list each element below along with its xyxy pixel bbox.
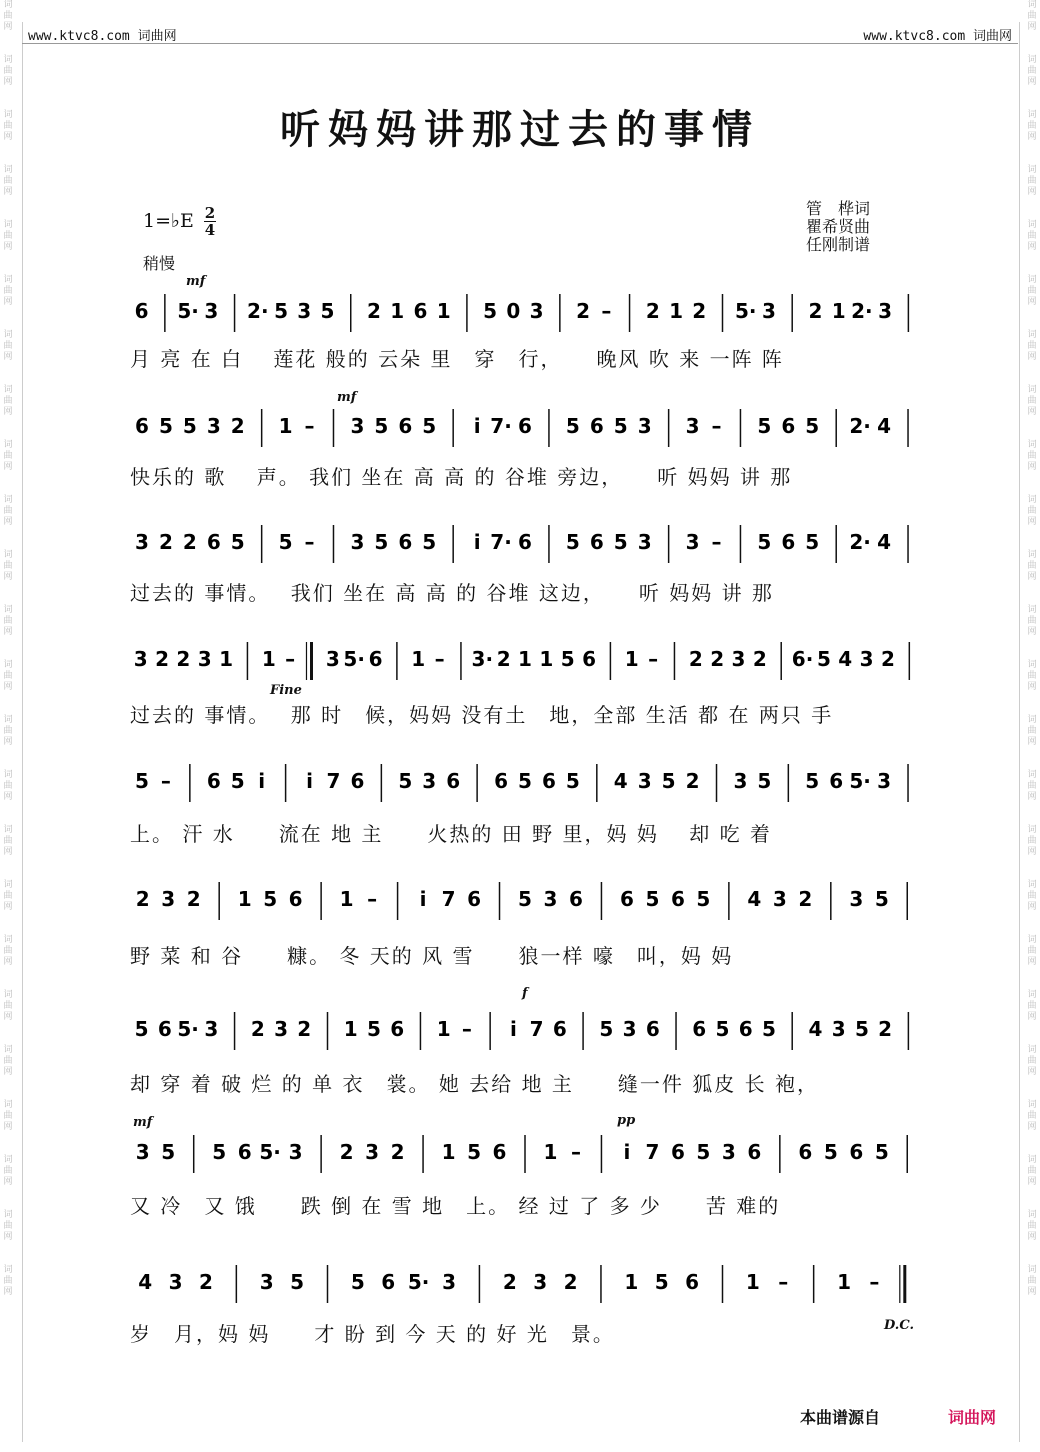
lyric-line: 上。 汗 水 流在 地 主 火热的 田 野 里，妈 妈 却 吃 着	[130, 822, 772, 846]
note: 6	[157, 1017, 172, 1041]
notation-line	[130, 523, 920, 571]
notation-line	[130, 762, 920, 810]
note: 3	[685, 414, 700, 438]
note: 5	[762, 1017, 776, 1041]
note: 5	[715, 1017, 730, 1041]
note: 6	[670, 1140, 685, 1164]
note: –	[160, 769, 171, 793]
note: 2·	[849, 530, 871, 554]
note: –	[778, 1270, 789, 1294]
note: 5	[757, 769, 772, 793]
note: 2	[199, 1270, 213, 1294]
note: 3	[637, 530, 652, 554]
note: 5	[696, 1140, 711, 1164]
note: 3	[274, 1017, 288, 1041]
note: 2	[155, 647, 169, 671]
note: 4	[808, 1017, 823, 1041]
note: 2	[176, 647, 191, 671]
note: 5	[560, 647, 575, 671]
note: 5	[645, 887, 660, 911]
note: 2·	[849, 414, 871, 438]
note: 1	[837, 1270, 851, 1294]
note: 6	[135, 414, 149, 438]
dynamic-mf-3: mf	[133, 1115, 153, 1130]
note: 5	[757, 414, 772, 438]
note: 6	[781, 414, 796, 438]
notation-line	[130, 880, 920, 928]
note: 2	[297, 1017, 312, 1041]
header-right[interactable]: www.ktvc8.com 词曲网	[863, 29, 1012, 44]
note: 7·	[490, 530, 512, 554]
note: 3	[637, 414, 652, 438]
credit-transcriber: 任刚制谱	[806, 235, 871, 254]
note: 3	[637, 769, 652, 793]
note: –	[434, 647, 445, 671]
note: 1	[390, 299, 405, 323]
note: 6	[381, 1270, 396, 1294]
note: 5	[134, 1017, 149, 1041]
note: 3	[135, 1140, 150, 1164]
note: 6	[237, 1140, 252, 1164]
note: 3	[772, 887, 787, 911]
note: 3	[204, 299, 219, 323]
note: 1	[436, 1017, 451, 1041]
note: 3·	[471, 647, 494, 671]
note: 1	[237, 887, 252, 911]
dc-marking: D.C.	[884, 1318, 914, 1333]
note: 6	[849, 1140, 864, 1164]
note: 5	[350, 1270, 365, 1294]
note: 5	[374, 530, 389, 554]
note: –	[711, 530, 722, 554]
note: 6	[619, 887, 634, 911]
note: –	[304, 414, 315, 438]
note: i	[623, 1140, 631, 1164]
note: 4	[138, 1270, 153, 1294]
note: 3	[731, 647, 746, 671]
credit-lyricist: 管 桦词	[806, 199, 871, 218]
note: 5	[135, 769, 149, 793]
note: 5·	[407, 1270, 430, 1294]
note: 5	[874, 887, 889, 911]
note: 3	[325, 647, 340, 671]
dynamic-mf-1: mf	[186, 274, 206, 289]
note: 6	[518, 530, 532, 554]
note: 2	[496, 647, 511, 671]
note: 5	[467, 1140, 481, 1164]
note: 5	[398, 769, 413, 793]
note: 6	[685, 1270, 700, 1294]
note: –	[285, 647, 296, 671]
note: 5	[696, 887, 711, 911]
note: 5	[874, 1140, 889, 1164]
note: 2·	[851, 299, 873, 323]
note: 5	[422, 414, 437, 438]
note: i	[306, 769, 313, 793]
note: 5	[654, 1270, 669, 1294]
time-signature	[204, 206, 216, 237]
note: 3	[422, 769, 437, 793]
note: 3	[762, 299, 776, 323]
note: 1	[278, 414, 293, 438]
note: 6	[134, 299, 149, 323]
note: 2	[367, 299, 381, 323]
note: 1	[441, 1140, 456, 1164]
lyric-line: 岁 月，妈 妈 才 盼 到 今 天 的 好 光 景。	[130, 1322, 615, 1346]
note: 2	[186, 887, 201, 911]
notation-svg	[130, 640, 920, 688]
note: 7	[441, 887, 456, 911]
note: 6·	[791, 647, 814, 671]
side-watermark-left: 词 曲 网 词 曲 网 词 曲 网 词 曲 网 词 曲 网 词 曲 网 词 曲 网 词 曲 网 词 曲 网 词 曲 网 词 曲 网 词 曲 网 词 曲 网 词 曲 网 词 曲 网 词 曲 网 词 曲 网 词 曲 网 词 曲 网 词 曲 网 词 曲 网 词 曲 网 词 曲 网 词 曲 网	[3, 0, 13, 1297]
note: 5	[805, 530, 820, 554]
note: i	[258, 769, 266, 793]
note: 6	[569, 887, 583, 911]
note: 1	[624, 647, 639, 671]
note: 3	[622, 1017, 637, 1041]
note: 1	[669, 299, 683, 323]
note: 1	[219, 647, 234, 671]
note: –	[367, 887, 378, 911]
note: 6	[552, 1017, 567, 1041]
note: 5	[161, 1140, 176, 1164]
notation-svg	[130, 762, 920, 810]
note: 6	[492, 1140, 507, 1164]
note: 5	[182, 414, 197, 438]
note: 2	[685, 769, 700, 793]
note: i	[473, 414, 481, 438]
note: 6	[206, 530, 221, 554]
note: 5	[854, 1017, 869, 1041]
note: 5	[483, 299, 498, 323]
note: 2	[808, 299, 823, 323]
note: 3	[442, 1270, 456, 1294]
note: 7·	[490, 414, 512, 438]
note: 5	[757, 530, 772, 554]
note: 3	[133, 647, 148, 671]
note: 6	[645, 1017, 660, 1041]
note: 3	[350, 530, 365, 554]
note: 4	[747, 887, 762, 911]
note: 3	[878, 299, 893, 323]
dynamic-pp: pp	[617, 1113, 636, 1128]
note: 5	[613, 530, 628, 554]
note: 3	[206, 414, 221, 438]
note: 2	[390, 1140, 405, 1164]
note: 3	[733, 769, 748, 793]
note: 5	[367, 1017, 381, 1041]
notation-line	[130, 292, 920, 340]
note: 1	[745, 1270, 760, 1294]
note: 0	[506, 299, 521, 323]
lyric-line: 过去的 事情。 那 时 候，妈妈 没有土 地，全部 生活 都 在 两只 手	[130, 703, 834, 727]
lyric-line: 野 菜 和 谷 糠。 冬 天的 风 雪 狼一样 嚎 叫，妈 妈	[130, 944, 734, 968]
note: 6	[350, 769, 365, 793]
note: 6	[398, 530, 413, 554]
note: 2	[563, 1270, 578, 1294]
tempo-marking: 稍慢	[143, 254, 176, 273]
note: 3	[204, 1017, 219, 1041]
note: 5·	[849, 769, 871, 793]
note: 3	[197, 647, 212, 671]
note: 4	[877, 530, 892, 554]
note: 4	[613, 769, 628, 793]
note: 6	[446, 769, 461, 793]
note: 1	[436, 299, 451, 323]
note: 5	[320, 299, 335, 323]
note: 5	[805, 414, 820, 438]
note: 3	[877, 769, 892, 793]
note: 7	[645, 1140, 660, 1164]
note: 3	[297, 299, 312, 323]
note: 5·	[177, 1017, 199, 1041]
note: 3	[859, 647, 874, 671]
notation-svg	[130, 523, 920, 571]
time-signature-bottom: 4	[204, 221, 216, 239]
fine-marking: Fine	[270, 683, 302, 698]
note: 6	[467, 887, 481, 911]
note: 6	[829, 769, 844, 793]
note: 5	[230, 530, 245, 554]
note: 6	[541, 769, 556, 793]
header-left[interactable]: www.ktvc8.com 词曲网	[28, 29, 177, 44]
note: 5	[599, 1017, 614, 1041]
note: 3	[350, 414, 365, 438]
lyric-line: 过去的 事情。 我们 坐在 高 高 的 谷堆 这边， 听 妈妈 讲 那	[130, 581, 774, 605]
note: –	[601, 299, 612, 323]
credits	[806, 200, 870, 254]
note: 6	[582, 647, 597, 671]
note: 5	[290, 1270, 305, 1294]
note: 5	[422, 530, 437, 554]
note: 5	[230, 769, 245, 793]
notation-svg	[130, 1263, 920, 1311]
note: 1	[343, 1017, 358, 1041]
note: 1	[518, 647, 532, 671]
note: 5	[565, 769, 580, 793]
note: 2·	[247, 299, 269, 323]
note: 2	[576, 299, 591, 323]
note: 5	[212, 1140, 227, 1164]
note: 6	[390, 1017, 405, 1041]
note: 5	[613, 414, 628, 438]
footer-source: 本曲谱源自	[800, 1408, 881, 1427]
note: 3	[135, 530, 149, 554]
notation-svg	[130, 292, 920, 340]
note: 2	[878, 1017, 893, 1041]
note: 3	[533, 1270, 548, 1294]
song-title: 听妈妈讲那过去的事情	[280, 106, 760, 153]
note: 3	[365, 1140, 380, 1164]
note: 3	[849, 887, 864, 911]
notation-line	[130, 407, 920, 455]
time-signature-top: 2	[204, 204, 216, 222]
note: 6	[747, 1140, 762, 1164]
note: 3	[259, 1270, 274, 1294]
notation-svg	[130, 407, 920, 455]
dynamic-f: f	[522, 986, 528, 1001]
note: 2	[645, 299, 660, 323]
note: 6	[589, 530, 604, 554]
note: 5	[158, 414, 173, 438]
notation-line	[130, 1133, 920, 1181]
notation-svg	[130, 1010, 920, 1058]
note: 5	[374, 414, 389, 438]
note: 3	[831, 1017, 846, 1041]
note: 6	[670, 887, 685, 911]
page-frame	[22, 22, 1020, 1442]
note: 6	[413, 299, 428, 323]
note: i	[509, 1017, 517, 1041]
note: 2	[135, 887, 150, 911]
note: 3	[721, 1140, 736, 1164]
note: 6	[589, 414, 604, 438]
note: 5	[518, 887, 532, 911]
note: 5·	[343, 647, 365, 671]
note: 2	[250, 1017, 265, 1041]
note: –	[869, 1270, 880, 1294]
note: 2	[688, 647, 703, 671]
note: i	[473, 530, 481, 554]
lyric-line: 快乐的 歌 声。 我们 坐在 高 高 的 谷堆 旁边， 听 妈妈 讲 那	[130, 465, 793, 489]
note: 5	[661, 769, 676, 793]
note: 3	[161, 887, 176, 911]
dynamic-mf-2: mf	[337, 390, 357, 405]
notation-line	[130, 1263, 920, 1311]
key-signature: 1=♭E	[143, 210, 194, 232]
note: 5	[518, 769, 532, 793]
note: –	[711, 414, 722, 438]
notation-svg	[130, 880, 920, 928]
note: 4	[838, 647, 853, 671]
note: 6	[692, 1017, 707, 1041]
note: –	[304, 530, 315, 554]
note: 3	[529, 299, 544, 323]
note: 3	[168, 1270, 183, 1294]
note: 2	[752, 647, 767, 671]
note: 1	[543, 1140, 558, 1164]
note: 5	[565, 414, 580, 438]
note: 1	[539, 647, 554, 671]
note: –	[461, 1017, 472, 1041]
notation-line	[130, 1010, 920, 1058]
lyric-line: 却 穿 着 破 烂 的 单 衣 裳。 她 去给 地 主 缝一件 狐皮 长 袍，	[130, 1072, 820, 1096]
note: 5·	[177, 299, 199, 323]
note: 2	[182, 530, 197, 554]
note: 1	[624, 1270, 639, 1294]
note: 6	[368, 647, 383, 671]
note: 5	[565, 530, 580, 554]
note: 2	[710, 647, 725, 671]
note: 6	[781, 530, 796, 554]
note: 7	[326, 769, 341, 793]
note: 2	[692, 299, 707, 323]
note: 2	[339, 1140, 354, 1164]
note: 5	[816, 647, 831, 671]
note: 6	[798, 1140, 813, 1164]
note: 3	[685, 530, 700, 554]
lyric-line: 月 亮 在 白 莲花 般的 云朵 里 穿 行， 晚风 吹 来 一阵 阵	[130, 347, 784, 371]
note: 7	[529, 1017, 544, 1041]
note: 2	[798, 887, 813, 911]
note: 6	[288, 887, 303, 911]
note: 3	[543, 887, 558, 911]
note: 6	[518, 414, 532, 438]
note: 1	[411, 647, 426, 671]
note: 2	[881, 647, 895, 671]
note: 2	[502, 1270, 517, 1294]
note: 5	[805, 769, 820, 793]
note: 5	[823, 1140, 838, 1164]
note: 5	[278, 530, 293, 554]
notation-svg	[130, 1133, 920, 1181]
note: 6	[494, 769, 509, 793]
note: 5	[274, 299, 288, 323]
note: –	[648, 647, 659, 671]
note: 5·	[259, 1140, 281, 1164]
side-watermark-right: 词 曲 网 词 曲 网 词 曲 网 词 曲 网 词 曲 网 词 曲 网 词 曲 网 词 曲 网 词 曲 网 词 曲 网 词 曲 网 词 曲 网 词 曲 网 词 曲 网 词 曲 网 词 曲 网 词 曲 网 词 曲 网 词 曲 网 词 曲 网 词 曲 网 词 曲 网 词 曲 网 词 曲 网	[1027, 0, 1037, 1297]
header-rule	[22, 43, 1018, 44]
note: 1	[261, 647, 276, 671]
note: 6	[738, 1017, 753, 1041]
note: –	[570, 1140, 581, 1164]
note: 3	[288, 1140, 303, 1164]
note: 4	[877, 414, 892, 438]
note: 1	[339, 887, 354, 911]
note: i	[419, 887, 427, 911]
note: 5	[263, 887, 278, 911]
note: 2	[230, 414, 245, 438]
credit-composer: 瞿希贤曲	[806, 217, 871, 236]
notation-line	[130, 640, 920, 688]
note: 6	[398, 414, 413, 438]
note: 1	[831, 299, 846, 323]
note: 6	[206, 769, 221, 793]
footer-site-link[interactable]: 词曲网	[948, 1408, 997, 1427]
lyric-line: 又 冷 又 饿 跌 倒 在 雪 地 上。 经 过 了 多 少 苦 难的	[130, 1194, 781, 1218]
note: 2	[158, 530, 173, 554]
note: 5·	[734, 299, 757, 323]
